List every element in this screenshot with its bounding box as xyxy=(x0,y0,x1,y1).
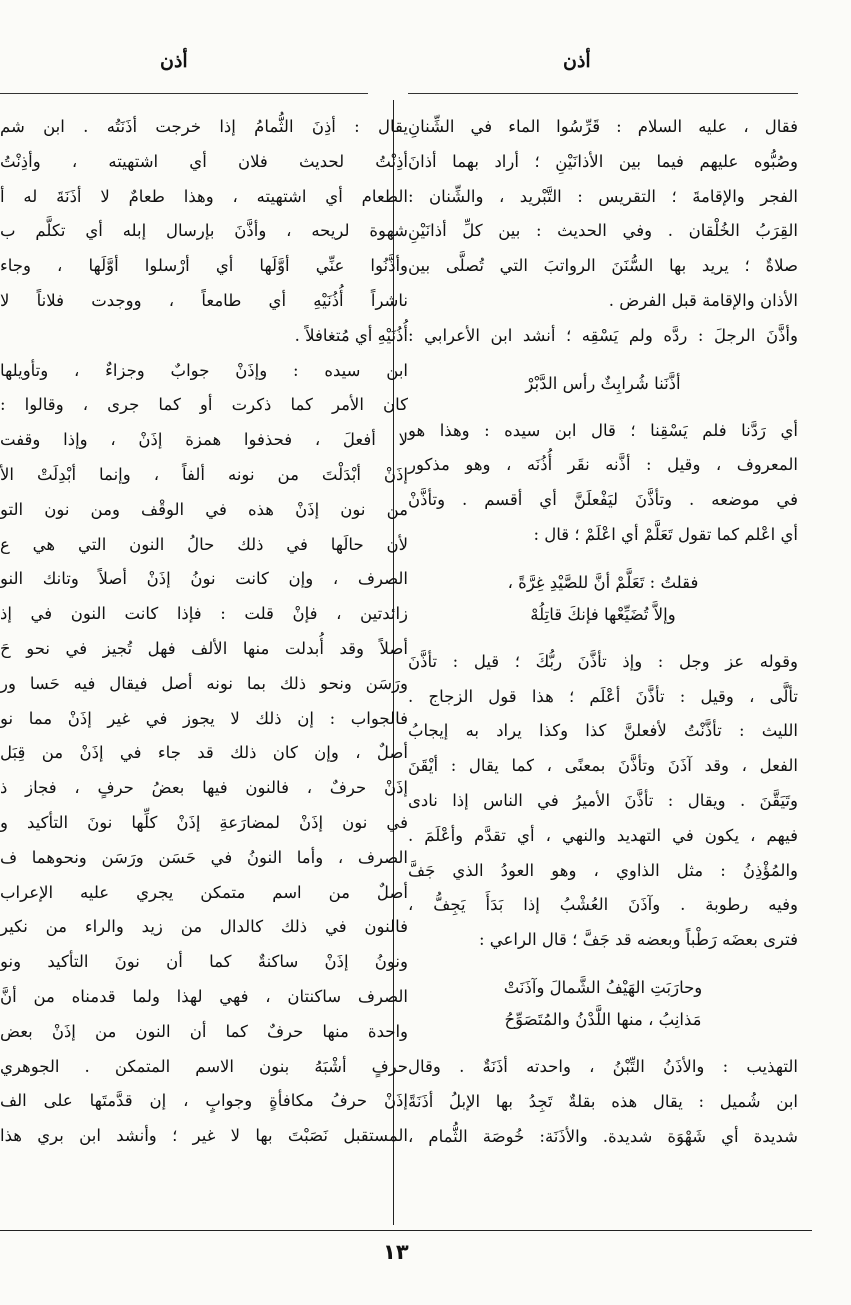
text-line: لا أفعلَ ، فحذفوا همزة إذَنْ ، وإذا وقفت xyxy=(0,430,408,450)
text-line: حرفٍ أشْبَهُ بنون الاسم المتمكن . الجوهري xyxy=(0,1056,408,1076)
text-line: ابن سيده : وإذَنْ جوابٌ وجزاءٌ ، وتأويلها xyxy=(0,360,408,380)
text-line: المستقبل نَصَبْتَ بها لا غير ؛ وأنشد ابن بري هذا xyxy=(0,1126,408,1146)
text-line: أصلٌ ، وإن كان ذلك قد جاء في إذَنْ من قِبَل xyxy=(0,743,408,763)
verse-gap xyxy=(408,553,798,567)
text-line: فالنون في ذلك كالدال من زيد والراء من نكير xyxy=(0,917,408,937)
text-line: أذِنْتُ لحديث فلان أي اشتهيته ، وأذِنْتُ xyxy=(0,151,408,171)
text-line: أصلاً وقد أُبدلت منها الألف فهل تُجيز في نحو حَ xyxy=(0,638,408,658)
text-line: القِرَبُ الخُلْقان . وفي الحديث : بين كلِّ أذانَيْنِ xyxy=(408,221,798,241)
text-line: فالجواب : إن ذلك لا يجوز في غير إذَنْ مما نو xyxy=(0,708,408,728)
text-line: الصرف ، وأما النونُ في حَسَن ورَسَن ونحوهما ف xyxy=(0,847,408,867)
running-head-left: أذن xyxy=(160,50,188,72)
verse-gap xyxy=(408,354,798,368)
right-column xyxy=(408,110,798,1225)
text-line: إذَنْ حرفٌ ، فالنون فيها بعضُ حرفٍ ، فجاز ذ xyxy=(0,778,408,798)
text-line: أي رَدَّنا فلم يَسْقِنا ؛ قال ابن سيده : وهذا هو xyxy=(408,420,798,440)
verse-gap xyxy=(408,958,798,972)
text-line: صلاةٌ ؛ يريد بها السُّنَنَ الرواتبَ التي تُصلَّى بين xyxy=(408,256,798,276)
text-line: أي اعْلم كما تقول تَعَلَّمْ أي اعْلَمْ ؛ قال : xyxy=(533,524,798,544)
text-line: الفعل ، وقد آذَنَ وتأذَّنَ بمعنًى ، كما يقال : أيْقَنَ xyxy=(408,756,798,776)
verse-line: فقلتُ : تَعَلَّمْ أنَّ للصَّيْدِ غِرَّةً ، xyxy=(507,572,699,592)
text-line: أصلٌ من اسم متمكن يجري عليه الإعراب xyxy=(0,882,408,902)
header-rule-right xyxy=(408,93,798,94)
text-line: لأن حالَها في ذلك حالُ النون التي هي ع xyxy=(0,534,408,554)
text-line: ابن شُميل : يقال هذه بقلةٌ تَجِدُ بها الإبلُ أذَنَةً xyxy=(408,1091,798,1111)
text-line: الصرف ساكنتان ، فهي لهذا ولما قدمناه من أنَّ xyxy=(0,986,408,1006)
verse-line: وحارَبَتِ الهَيْفُ الشَّمالَ وآذَنَتْ xyxy=(503,977,703,997)
text-line: من نون إذَنْ هذه في الوقْف ومن نون التو xyxy=(0,499,408,519)
text-line: تألَّى ، وقيل : تأذَّنَ أعْلَم ؛ هذا قول الزجاج . xyxy=(408,686,798,706)
text-line: شديدة أي شَهْوَة شديدة. والأذَنَة: خُوصَة الثُّمام ، xyxy=(408,1126,798,1146)
text-line: ونونُ إذَنْ ساكنةٌ كما أن نونَ التأكيد ونو xyxy=(0,952,408,972)
text-line: فقال ، عليه السلام : قَرِّسُوا الماء في الشِّنانِ xyxy=(408,117,798,136)
text-line: والمُؤْذِنُ : مثل الذاوي ، وهو العودُ الذي جَفَّ xyxy=(408,860,798,880)
text-line: وتَيَقَّنَ . ويقال : تأذَّنَ الأميرُ في الناس إذا نادى xyxy=(408,790,798,810)
text-line: زائدتين ، فإنْ قلت : فإذا كانت النون في إذ xyxy=(0,604,408,624)
text-line: إذَنْ أبْدَلْتَ من نونه ألفاً ، وإنما أبْدِلَتْ الأ xyxy=(0,464,408,484)
left-column xyxy=(0,110,408,1225)
verse-gap xyxy=(408,1036,798,1050)
header-rule-left xyxy=(0,93,368,94)
text-line: ناشراً أُذُنَيْهِ أي طامعاً ، ووجدت فلاناً لا xyxy=(0,290,408,310)
text-line: وأذَّنَ الرجلَ : ردَّه ولم يَسْقِه ؛ أنشد ابن الأعرابي : xyxy=(408,325,798,345)
text-line: وصُبُّوه عليهم فيما بين الأذانَيْنِ ؛ أراد بهما أذانَ xyxy=(408,151,798,171)
text-line: الليث : تأذَّنْتُ لأفعلنَّ كذا وكذا يراد به إيجابُ xyxy=(408,721,798,741)
verse-gap xyxy=(408,400,798,414)
footer-rule xyxy=(0,1230,812,1231)
text-line: المعروف ، وقيل : أذَّنه نقَر أُذُنَه ، وهو مذكور xyxy=(408,455,798,475)
verse-line: مَذانِبُ ، منها اللَّدْنُ والمُتَصَوِّحُ xyxy=(504,1009,702,1029)
text-line: في نون إذَنْ لمضارَعةِ إذَنْ كلِّها نونَ التأكيد و xyxy=(0,812,408,832)
text-line: التهذيب : والأذَنُ التِّبْنُ ، واحدته أذَنَةٌ . وقال xyxy=(408,1056,798,1076)
text-line: أُذُنَيْهِ أي مُتغافلاً . xyxy=(294,325,408,345)
text-line: إذَنْ حرفُ مكافأةٍ وجوابٍ ، إن قدَّمتَها على الف xyxy=(0,1091,408,1111)
text-line: ورَسَن ونحو ذلك بما نونه أصل فيقال فيه حَسا ور xyxy=(0,673,408,693)
verse-line: وإلاَّ تُضَيِّعْها فإنكَ قاتِلُهْ xyxy=(530,604,676,624)
text-line: وقوله عز وجل : وإذ تأذَّنَ ربُّكَ ؛ قيل : تأذَّنَ xyxy=(408,651,798,671)
text-line: كان الأمر كما ذكرت أو كما جرى ، وقالوا : xyxy=(0,395,408,415)
text-line: الطعام أي اشتهيته ، وهذا طعامٌ لا أذَنَةَ له أ xyxy=(0,186,408,206)
text-line: الفجر والإقامةَ ؛ التقريس : التَّبْريد ، والشِّنان : xyxy=(408,186,798,206)
page-number: ١٣ xyxy=(383,1240,409,1264)
text-line: وفيه رطوبة . وآذَنَ العُشْبُ إذا بَدَأَ يَجِفُّ ، xyxy=(408,895,798,915)
verse-line: أذَّنَنا شُرابِثٌ رأس الدَّبْرْ xyxy=(525,373,681,393)
text-line: وأذَّنُوا عنِّي أوَّلَها أي أرْسلوا أوَّلَها ، وجاء xyxy=(0,256,408,276)
text-line: فيهم ، يكون في التهديد والنهي ، أي تقدَّم وأعْلَمَ . xyxy=(408,825,798,845)
verse-gap xyxy=(408,631,798,645)
text-line: الأذان والإقامة قبل الفرض . xyxy=(608,290,798,310)
text-line: شهوة لريحه ، وأذَّنَ بإرسال إبله أي تكلَّم ب xyxy=(0,221,408,241)
text-line: الصرف ، وإن كانت نونُ إذَنْ أصلاً وتانك النو xyxy=(0,569,408,589)
text-line: يقال : أذِنَ الثُّمامُ إذا خرجت أذَنَتُه . ابن شم xyxy=(0,117,408,136)
running-head-right: أذن xyxy=(563,50,591,72)
text-line: فترى بعضَه رَطْباً وبعضه قد جَفَّ ؛ قال الراعي : xyxy=(478,930,798,950)
text-line: في موضعه . وتأذَّنَ ليَفْعلَنَّ أي أقسم . وتأذَّنْ xyxy=(408,490,798,510)
text-line: واحدة منها حرفٌ كما أن النون من إذَنْ بعض xyxy=(0,1021,408,1041)
